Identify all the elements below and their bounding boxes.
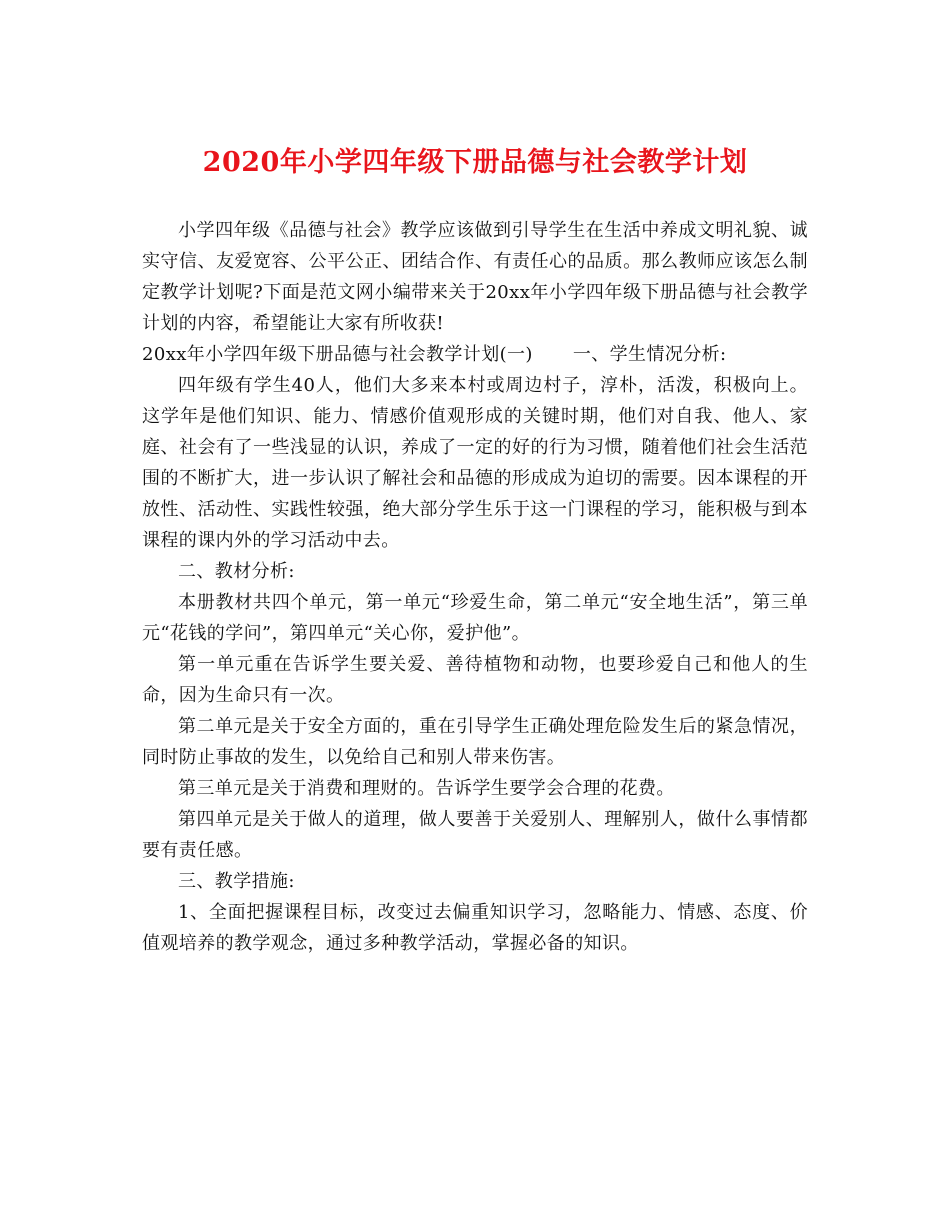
unit4-paragraph: 第四单元是关于做人的道理，做人要善于关爱别人、理解别人，做什么事情都要有责任感。 [142, 809, 808, 861]
unit2-paragraph: 第二单元是关于安全方面的，重在引导学生正确处理危险发生后的紧急情况，同时防止事故的发生，以免给自己和别人带来伤害。 [142, 716, 808, 768]
units-overview-paragraph: 本册教材共四个单元，第一单元“珍爱生命，第二单元“安全地生活”，第三单元“花钱的学问”，第四单元“关心你，爱护他”。 [142, 592, 808, 644]
heading-student-analysis: 一、学生情况分析: [572, 344, 727, 365]
heading-textbook-analysis: 二、教材分析: [178, 561, 295, 582]
measure1-paragraph: 1、全面把握课程目标，改变过去偏重知识学习，忽略能力、情感、态度、价值观培养的教学观念，通过多种教学活动，掌握必备的知识。 [142, 902, 808, 954]
student-analysis-paragraph: 四年级有学生40人，他们大多来本村或周边村子，淳朴，活泼，积极向上。这学年是他们知识、能力、情感价值观形成的关键时期，他们对自我、他人、家庭、社会有了一些浅显的认识，养成了一定的好的行为习惯，随着他们社会生活范围的不断扩大，进一步认识了解社会和品德的形成成为迫切的需要。因本课程的开放性、活动性、实践性较强，绝大部分学生乐于这一门课程的学习，能积极与到本课程的课内外的学习活动中去。 [142, 375, 808, 551]
document-title: 2020年小学四年级下册品德与社会教学计划 [202, 147, 748, 178]
subtitle-plan-title: 20xx年小学四年级下册品德与社会教学计划(一) [142, 344, 533, 365]
subtitle-line [142, 339, 808, 370]
document-body [142, 215, 808, 959]
unit1-paragraph: 第一单元重在告诉学生要关爱、善待植物和动物，也要珍爱自己和他人的生命，因为生命只有一次。 [142, 654, 808, 706]
unit3-paragraph: 第三单元是关于消费和理财的。告诉学生要学会合理的花费。 [178, 778, 675, 799]
heading-teaching-measures: 三、教学措施: [178, 871, 295, 892]
intro-paragraph: 小学四年级《品德与社会》教学应该做到引导学生在生活中养成文明礼貌、诚实守信、友爱宽容、公平公正、团结合作、有责任心的品质。那么教师应该怎么制定教学计划呢?下面是范文网小编带来关于20xx年小学四年级下册品德与社会教学计划的内容，希望能让大家有所收获! [142, 220, 808, 334]
